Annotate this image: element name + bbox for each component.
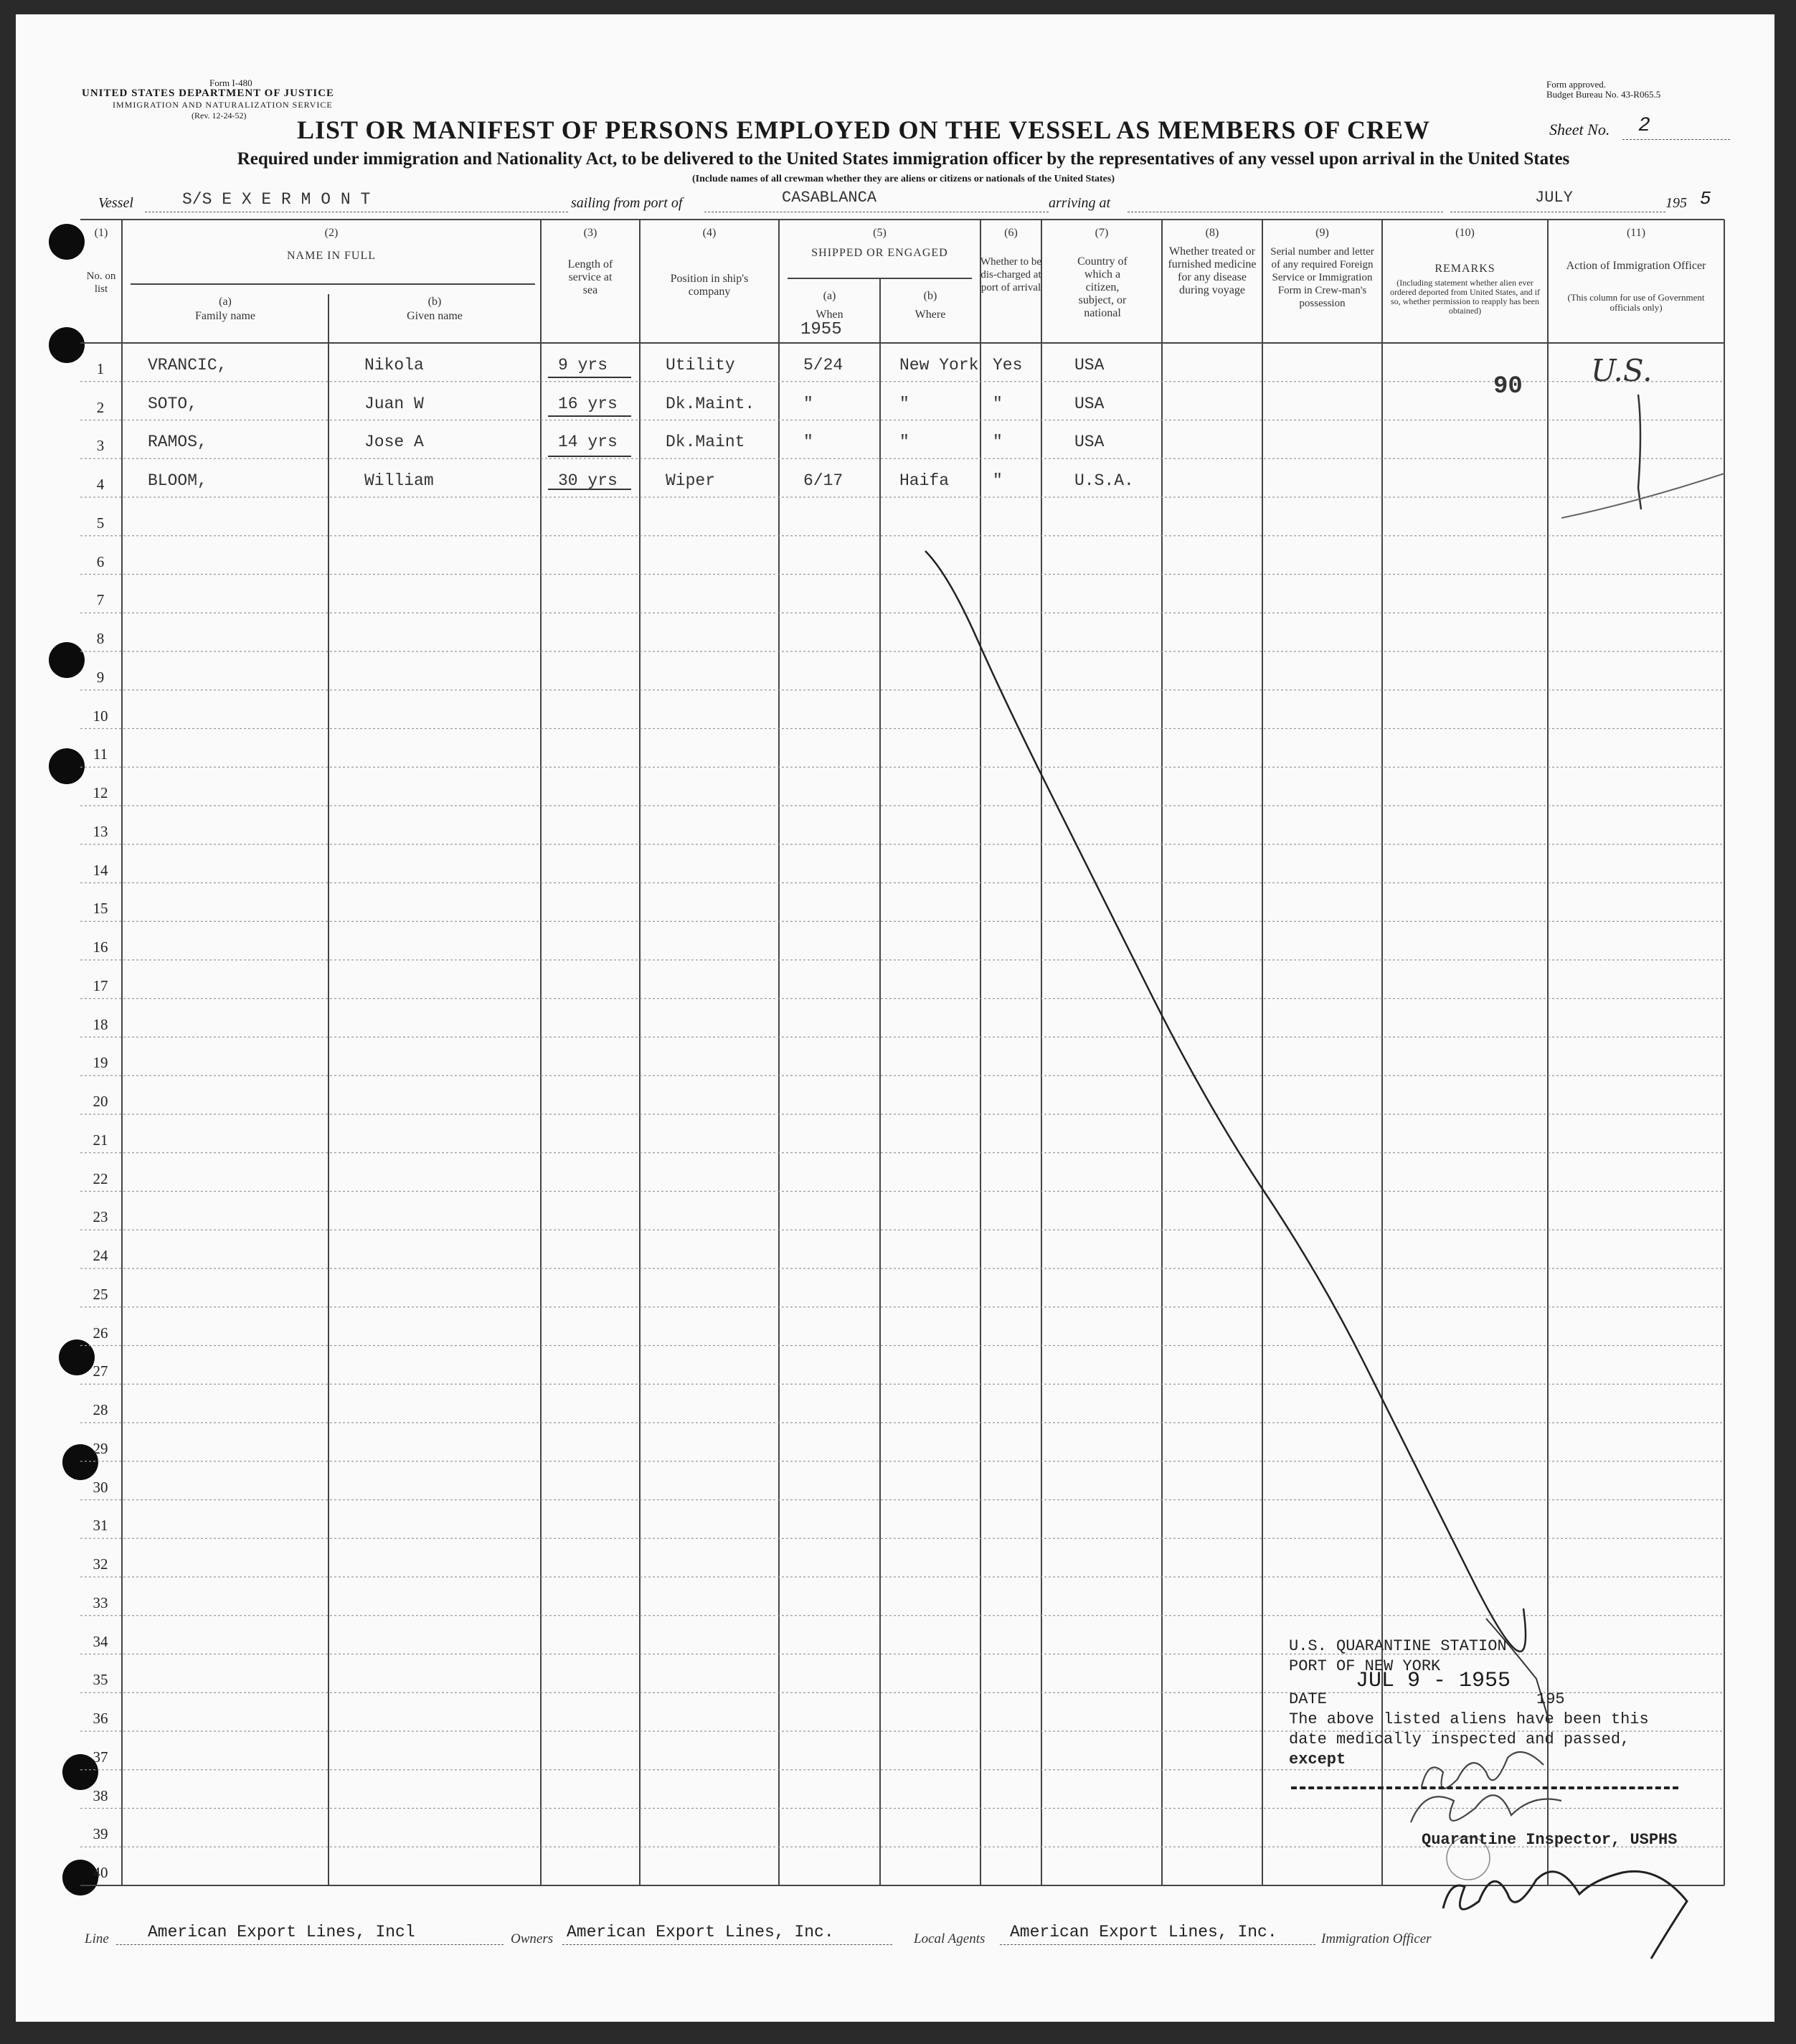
col7-label: Country of which a citizen, subject, or national (1077, 255, 1128, 319)
service-cell: 30 yrs (558, 471, 618, 490)
col10-label: REMARKS (1435, 263, 1495, 275)
row-number: 32 (93, 1555, 108, 1573)
row-number: 26 (93, 1324, 108, 1342)
col2a-number: (a) (219, 296, 232, 308)
officer-signature (1443, 1871, 1687, 1959)
footer-agents-label: Local Agents (914, 1931, 986, 1946)
row-number: 33 (93, 1593, 108, 1611)
country-cell: U.S.A. (1074, 471, 1134, 490)
row-number: 2 (96, 398, 105, 416)
action-value: U.S. (1591, 353, 1653, 388)
row-number: 4 (96, 476, 105, 493)
row-number: 38 (93, 1786, 108, 1804)
given-name-cell: Juan W (364, 394, 424, 413)
col3-label: Length of service at sea (567, 258, 613, 296)
footer-agents-underline (1000, 1944, 1315, 1945)
row-number: 19 (93, 1054, 108, 1072)
service-name: IMMIGRATION AND NATURALIZATION SERVICE (113, 100, 333, 110)
remarks-value: 90 (1493, 373, 1523, 400)
row-number: 13 (93, 822, 108, 840)
sheet-label: Sheet No. (1549, 121, 1610, 138)
row-number: 24 (93, 1247, 108, 1264)
discharged-cell: " (993, 394, 1003, 413)
footer-owners-value: American Export Lines, Inc. (567, 1923, 834, 1941)
col2a-label: Family name (195, 310, 255, 322)
shipped-when-cell: 5/24 (803, 355, 843, 375)
discharged-cell: " (993, 471, 1003, 490)
col5a-label: When (816, 309, 843, 321)
sailing-port: CASABLANCA (782, 189, 877, 207)
col8-number: (8) (1205, 227, 1219, 239)
row-number: 30 (93, 1478, 108, 1496)
country-cell: USA (1074, 433, 1105, 452)
arrival-year: 5 (1700, 188, 1711, 209)
col5b-label: Where (914, 309, 946, 321)
row-number: 31 (93, 1517, 108, 1535)
approval-line-2: Budget Bureau No. 43-R065.5 (1546, 89, 1661, 100)
row-number: 3 (96, 437, 105, 455)
row-number: 37 (93, 1748, 108, 1766)
col5a-year: 1955 (800, 320, 842, 339)
footer-officer-label: Immigration Officer (1321, 1931, 1432, 1946)
col1-number: (1) (94, 227, 108, 239)
footer-line-value: American Export Lines, Incl (148, 1923, 415, 1941)
sailing-label: sailing from port of (571, 195, 683, 211)
col2b-label: Given name (407, 310, 463, 322)
stamp-line-2: PORT OF NEW YORK (1289, 1657, 1441, 1675)
stamp-signature-line (1291, 1786, 1678, 1789)
col9-label: Serial number and letter of any required Foreign Service or Immigration Form in Crew-man's possession (1270, 246, 1374, 309)
stamp-inspector: Quarantine Inspector, USPHS (1422, 1831, 1678, 1849)
country-cell: USA (1074, 394, 1105, 413)
col6-number: (6) (1004, 227, 1018, 239)
shipped-when-cell: 6/17 (803, 471, 843, 490)
col10-note: (Including statement whether alien ever ordered deported from United States, and if so, whether permission to reapply has been obtained) (1390, 278, 1540, 316)
vessel-name: S/S E X E R M O N T (182, 190, 371, 209)
row-number: 18 (93, 1015, 108, 1033)
arrival-month: JULY (1535, 189, 1573, 207)
row-number: 28 (93, 1401, 108, 1418)
cancel-line (925, 551, 1526, 1652)
form-revision: (Rev. 12-24-52) (192, 110, 247, 121)
col9-number: (9) (1315, 227, 1329, 239)
col11-label: Action of Immigration Officer (1566, 260, 1706, 272)
stamp-date-label: DATE (1289, 1690, 1327, 1708)
service-cell: 9 yrs (558, 355, 608, 375)
family-name-cell: RAMOS, (148, 433, 207, 452)
row-number: 16 (93, 938, 108, 956)
footer-owners-label: Owners (511, 1931, 554, 1946)
row-number: 11 (93, 745, 108, 763)
shipped-where-cell: " (899, 394, 909, 413)
row-number: 21 (93, 1131, 108, 1149)
sheet-number: 2 (1638, 115, 1650, 137)
manifest-sheet (16, 14, 1774, 2022)
col2b-number: (b) (427, 296, 442, 308)
shipped-when-cell: " (803, 394, 813, 413)
col1-label: No. on list (86, 270, 116, 295)
col11-note: (This column for use of Government officials only) (1567, 292, 1705, 313)
family-name-cell: BLOOM, (148, 471, 207, 490)
col4-label: Position in ship's company (670, 273, 749, 298)
row-number: 9 (96, 668, 105, 686)
stamp-date-value: JUL 9 - 1955 (1356, 1669, 1511, 1693)
row-number: 22 (93, 1169, 108, 1187)
given-name-cell: Jose A (364, 433, 424, 452)
col7-number: (7) (1095, 227, 1109, 239)
col10-number: (10) (1455, 227, 1475, 239)
form-subtitle: Required under immigration and Nationality Act, to be delivered to the United States immigration officer by the representatives of any vessel upon arrival in the United States (237, 149, 1570, 169)
row-number: 35 (93, 1671, 108, 1689)
col3-number: (3) (583, 227, 597, 239)
shipped-when-cell: " (803, 433, 813, 452)
shipped-where-cell: New York (899, 355, 979, 375)
position-cell: Dk.Maint (666, 433, 745, 452)
row-number: 36 (93, 1710, 108, 1727)
arriving-label: arriving at (1049, 195, 1111, 211)
row-number: 14 (93, 861, 108, 879)
row-number: 27 (93, 1362, 108, 1380)
row-number: 7 (96, 591, 105, 609)
year-label: 195 (1665, 195, 1687, 211)
col5-label: SHIPPED OR ENGAGED (811, 247, 948, 259)
row-number: 20 (93, 1093, 108, 1110)
service-cell: 14 yrs (558, 433, 618, 452)
row-number: 25 (93, 1285, 108, 1303)
row-number: 5 (96, 514, 105, 532)
family-name-cell: VRANCIC, (148, 355, 227, 375)
department-name: UNITED STATES DEPARTMENT OF JUSTICE (82, 88, 335, 99)
stamp-line-1: U.S. QUARANTINE STATION (1289, 1637, 1507, 1655)
row-number: 10 (93, 707, 108, 725)
col11-number: (11) (1626, 227, 1646, 239)
vessel-label: Vessel (98, 195, 133, 211)
country-cell: USA (1074, 355, 1105, 375)
form-title: LIST OR MANIFEST OF PERSONS EMPLOYED ON THE VESSEL AS MEMBERS OF CREW (297, 116, 1430, 144)
row-number: 39 (93, 1825, 108, 1843)
stamp-line-5: date medically inspected and passed, (1289, 1730, 1630, 1748)
given-name-cell: William (364, 471, 434, 490)
given-name-cell: Nikola (364, 355, 424, 375)
row-number: 6 (96, 552, 105, 570)
discharged-cell: " (993, 433, 1003, 452)
col2-label: NAME IN FULL (287, 250, 376, 262)
footer-line-underline (116, 1944, 504, 1945)
approval-line-1: Form approved. (1546, 79, 1607, 90)
family-name-cell: SOTO, (148, 394, 198, 413)
stamp-year-print: 195 (1536, 1690, 1565, 1708)
col2-number: (2) (324, 227, 339, 239)
col5-number: (5) (873, 227, 887, 239)
stamp-line-4: The above listed aliens have been this (1289, 1710, 1649, 1728)
row-number: 15 (93, 900, 108, 918)
footer-agents-value: American Export Lines, Inc. (1010, 1923, 1277, 1941)
row-number: 34 (93, 1632, 108, 1650)
row-number: 1 (96, 359, 105, 377)
col4-number: (4) (702, 227, 717, 239)
col5a-number: (a) (823, 290, 836, 302)
service-cell: 16 yrs (558, 394, 618, 413)
row-number: 23 (93, 1208, 108, 1226)
row-number: 29 (93, 1439, 108, 1457)
shipped-where-cell: Haifa (899, 471, 950, 490)
footer-line-label: Line (85, 1931, 109, 1946)
position-cell: Wiper (666, 471, 716, 490)
col6-label: Whether to be dis-charged at port of arrival (980, 256, 1041, 293)
position-cell: Utility (666, 355, 735, 375)
shipped-where-cell: " (899, 433, 909, 452)
row-number: 40 (93, 1864, 108, 1881)
row-number: 17 (93, 976, 108, 994)
col5b-number: (b) (923, 290, 937, 302)
stamp-line-6: except (1289, 1751, 1346, 1769)
row-number: 8 (96, 630, 105, 647)
footer-owners-underline (562, 1944, 892, 1945)
position-cell: Dk.Maint. (666, 394, 755, 413)
discharged-cell: Yes (993, 355, 1023, 375)
col8-label: Whether treated or furnished medicine for any disease during voyage (1168, 245, 1257, 296)
row-number: 12 (93, 784, 108, 801)
form-number: Form I-480 (209, 77, 252, 88)
form-note: (Include names of all crewman whether they are aliens or citizens or nationals of the United States) (692, 174, 1115, 184)
